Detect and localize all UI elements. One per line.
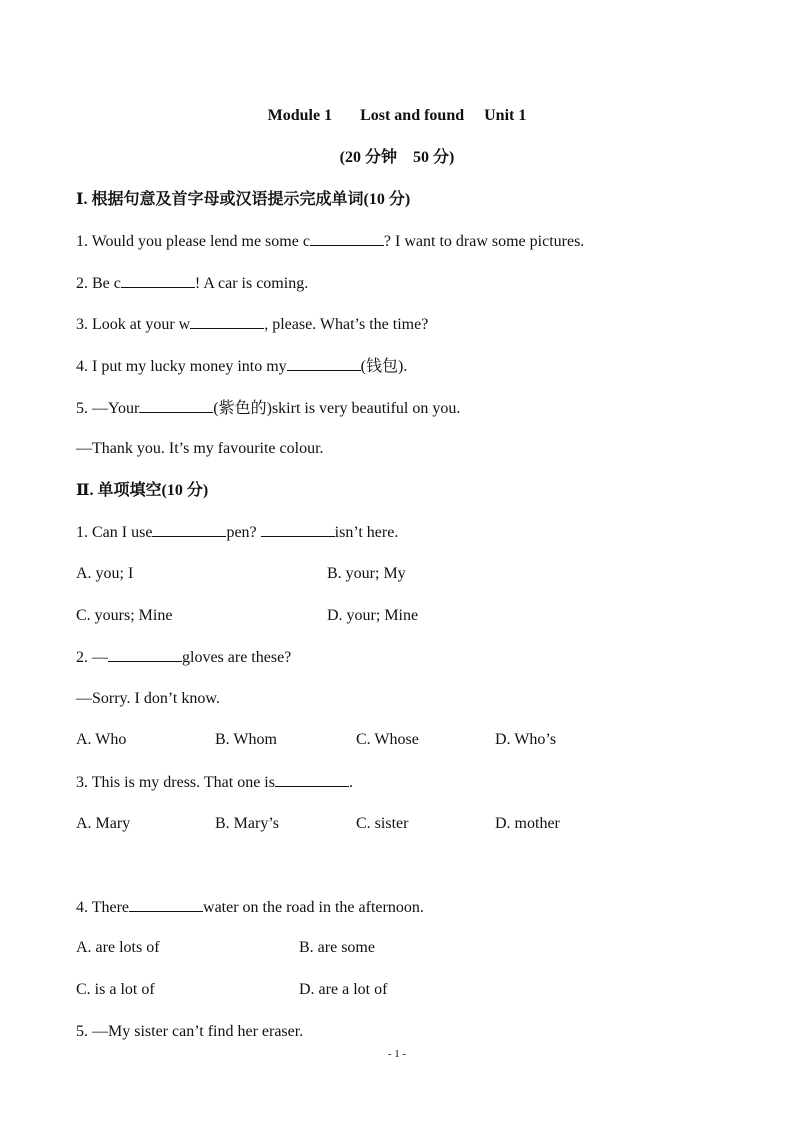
s2-q3-option-c[interactable]: C. sister — [356, 815, 409, 832]
s1-question-3 — [76, 314, 428, 335]
answer-blank[interactable] — [108, 647, 182, 662]
s1-q5-reply: —Thank you. It’s my favourite colour. — [76, 440, 324, 457]
s2-q2-option-d[interactable]: D. Who’s — [495, 731, 557, 748]
section2-heading: Ⅱ. 单项填空(10 分) — [76, 482, 209, 499]
s2-q4-option-b[interactable]: B. are some — [299, 939, 375, 956]
s2-q1-option-d[interactable]: D. your; Mine — [327, 607, 419, 624]
s2-q1-option-a[interactable]: A. you; I — [76, 565, 134, 582]
s2-q2-text-b: gloves are these? — [182, 649, 292, 666]
s1-question-1 — [76, 231, 584, 252]
answer-blank[interactable] — [261, 522, 335, 537]
s1-q5-text-a: 5. —Your — [76, 400, 140, 417]
s2-question-1 — [76, 522, 398, 543]
s2-q1-option-b[interactable]: B. your; My — [327, 565, 406, 582]
answer-blank[interactable] — [152, 522, 226, 537]
s1-question-5 — [76, 398, 460, 419]
s2-question-5: 5. —My sister can’t find her eraser. — [76, 1023, 304, 1040]
s1-q2-text-a: 2. Be c — [76, 275, 121, 292]
s2-q4-option-a[interactable]: A. are lots of — [76, 939, 160, 956]
s1-q3-text-a: 3. Look at your w — [76, 316, 191, 333]
s2-q2-option-c[interactable]: C. Whose — [356, 731, 419, 748]
s2-question-2 — [76, 647, 291, 668]
answer-blank[interactable] — [129, 897, 203, 912]
s2-q1-text-b: pen? — [226, 524, 261, 541]
s1-question-2 — [76, 273, 308, 294]
s2-question-3 — [76, 772, 353, 793]
answer-blank[interactable] — [190, 314, 264, 329]
s2-q1-option-c[interactable]: C. yours; Mine — [76, 607, 173, 624]
s1-q1-text-b: ? I want to draw some pictures. — [383, 233, 585, 250]
s1-question-4 — [76, 356, 407, 377]
s2-q4-text-b: water on the road in the afternoon. — [203, 899, 424, 916]
answer-blank[interactable] — [275, 772, 349, 787]
s1-q2-text-b: ! A car is coming. — [194, 275, 309, 292]
answer-blank[interactable] — [287, 356, 361, 371]
s1-q4-text-b: (钱包). — [360, 358, 408, 375]
s1-q4-text-a: 4. I put my lucky money into my — [76, 358, 287, 375]
s2-q4-text-a: 4. There — [76, 899, 130, 916]
s2-question-4 — [76, 897, 424, 918]
s2-q1-text-a: 1. Can I use — [76, 524, 153, 541]
page-number: - 1 - — [387, 1048, 407, 1060]
title-unit: Unit 1 — [484, 107, 527, 124]
s2-q2-text-a: 2. — — [76, 649, 108, 666]
s2-q2-option-a[interactable]: A. Who — [76, 731, 127, 748]
section1-heading: Ⅰ. 根据句意及首字母或汉语提示完成单词(10 分) — [76, 191, 411, 208]
s1-q3-text-b: , please. What’s the time? — [264, 316, 429, 333]
s2-q3-option-a[interactable]: A. Mary — [76, 815, 131, 832]
title-name: Lost and found — [360, 107, 465, 124]
s2-q3-option-b[interactable]: B. Mary’s — [215, 815, 279, 832]
time-score: (20 分钟 50 分) — [339, 149, 455, 166]
s1-q5-text-b: (紫色的)skirt is very beautiful on you. — [213, 400, 461, 417]
s2-q2-option-b[interactable]: B. Whom — [215, 731, 277, 748]
s2-q3-option-d[interactable]: D. mother — [495, 815, 560, 832]
s2-q4-option-c[interactable]: C. is a lot of — [76, 981, 155, 998]
answer-blank[interactable] — [139, 398, 213, 413]
s2-q4-option-d[interactable]: D. are a lot of — [299, 981, 388, 998]
s2-q3-text-b: . — [348, 774, 353, 791]
s1-q1-text-a: 1. Would you please lend me some c — [76, 233, 310, 250]
s2-q2-reply: —Sorry. I don’t know. — [76, 690, 220, 707]
s2-q3-text-a: 3. This is my dress. That one is — [76, 774, 275, 791]
page-title — [0, 106, 794, 126]
title-module: Module 1 — [267, 107, 333, 124]
answer-blank[interactable] — [121, 273, 195, 288]
s2-q1-text-c: isn’t here. — [334, 524, 399, 541]
answer-blank[interactable] — [310, 231, 384, 246]
